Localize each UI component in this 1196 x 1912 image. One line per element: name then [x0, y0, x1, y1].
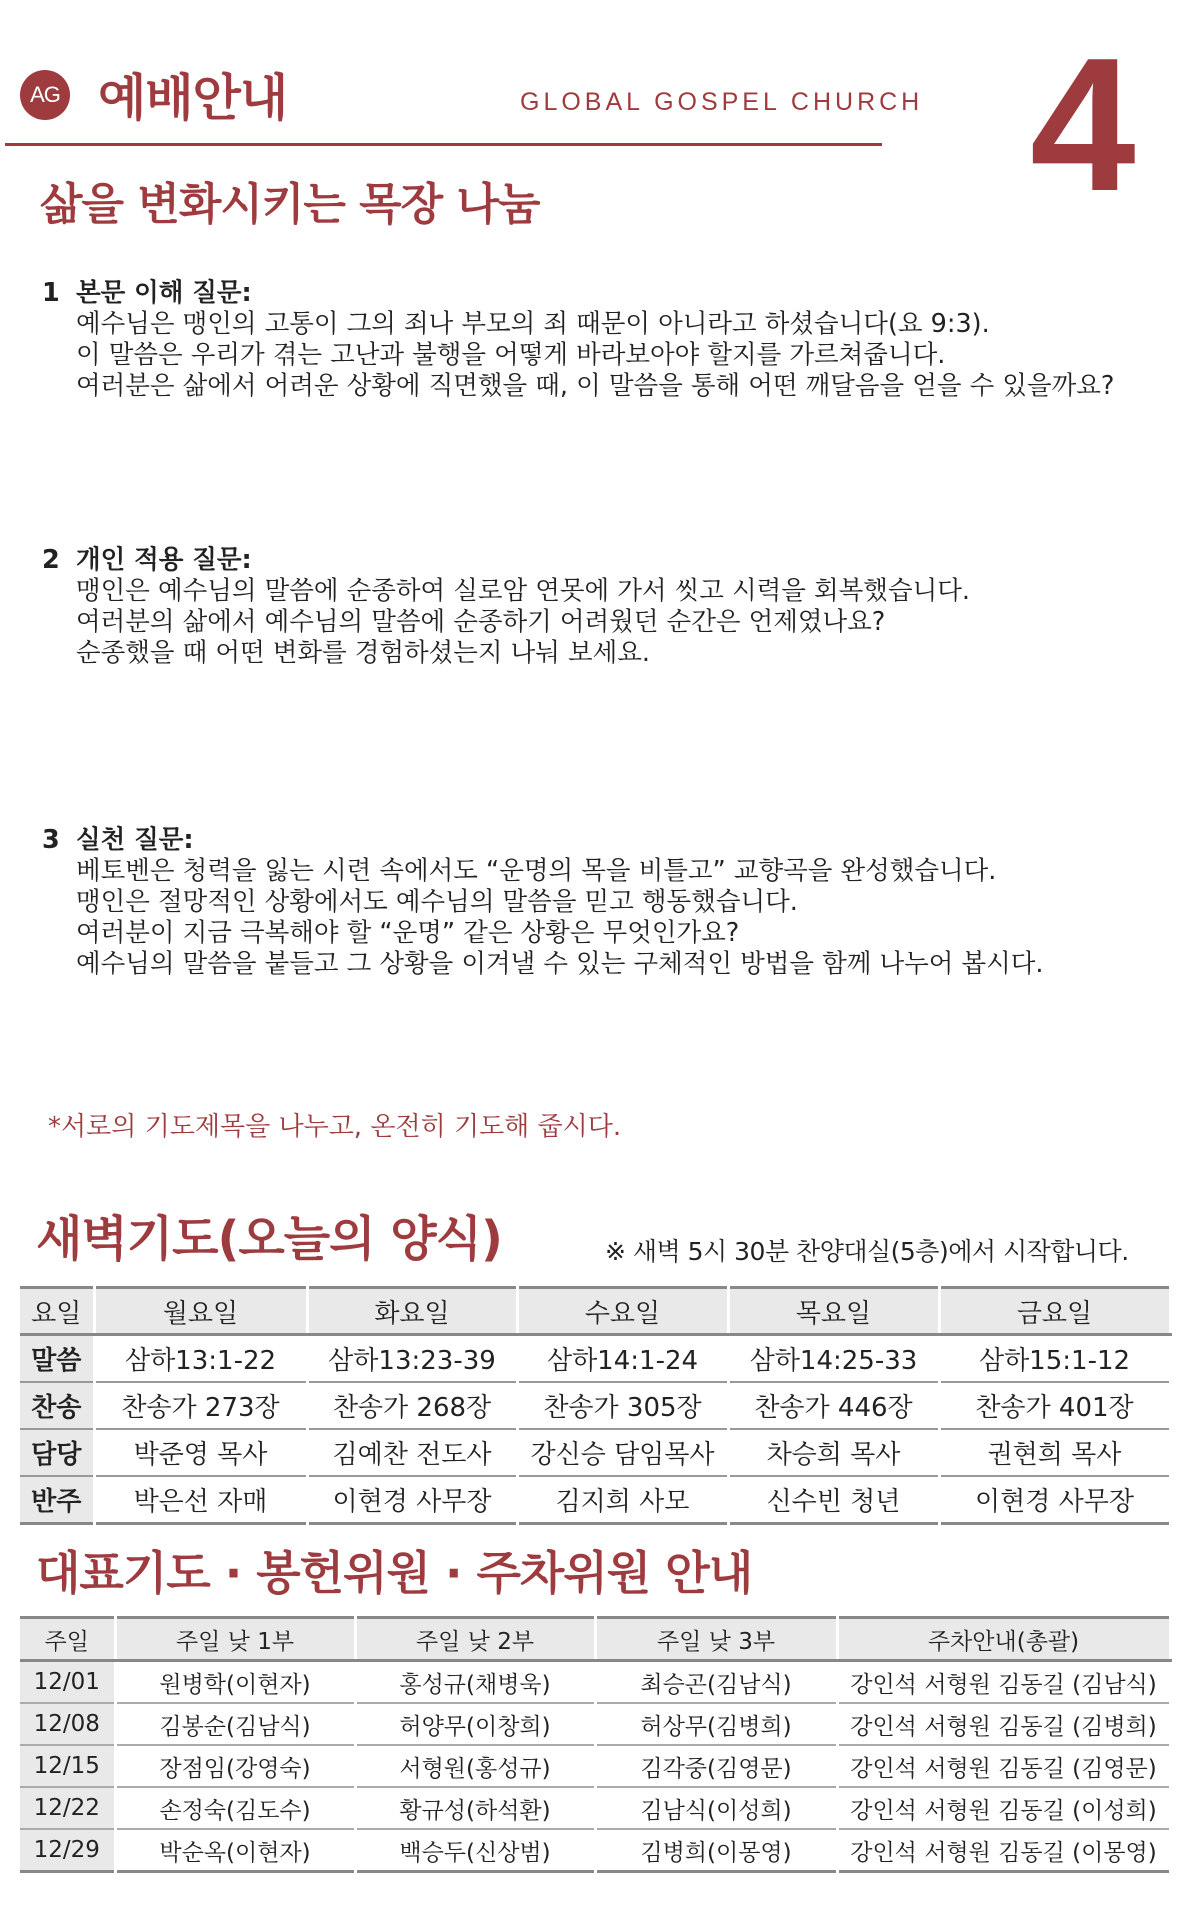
header-divider [5, 143, 882, 146]
table-header-cell: 주일 낮 1부 [115, 1618, 355, 1661]
question-line: 여러분이 지금 극복해야 할 “운명” 같은 상황은 무엇인가요? [76, 918, 740, 948]
question-3 [42, 825, 1162, 980]
table-header-cell: 요일 [20, 1288, 94, 1335]
table-row [20, 1476, 1170, 1524]
table-cell: 김남식(이성희) [595, 1787, 837, 1829]
table-cell: 강신승 담임목사 [517, 1429, 728, 1476]
table-cell: 찬송가 446장 [728, 1382, 939, 1429]
table-row [20, 1661, 1170, 1704]
table-cell: 손정숙(김도수) [115, 1787, 355, 1829]
table-header-row [20, 1288, 1170, 1335]
table-header-row [20, 1618, 1170, 1661]
table-cell: 삼하13:1-22 [94, 1335, 307, 1383]
table-cell: 허양무(이창희) [355, 1703, 595, 1745]
page-title: 예배안내 [98, 69, 288, 127]
table-row [20, 1745, 1170, 1787]
table-cell: 황규성(하석환) [355, 1787, 595, 1829]
question-line: 여러분은 삶에서 어려운 상황에 직면했을 때, 이 말씀을 통해 어떤 깨달음을 얻을 수 있을까요? [76, 371, 1115, 401]
question-2 [42, 545, 1162, 669]
table-cell: 강인석 서형원 김동길 (김병희) [837, 1703, 1170, 1745]
table-cell: 찬송가 401장 [939, 1382, 1170, 1429]
table-cell: 서형원(홍성규) [355, 1745, 595, 1787]
table-row [20, 1787, 1170, 1829]
question-line: 순종했을 때 어떤 변화를 경험하셨는지 나눠 보세요. [76, 638, 651, 668]
dawn-prayer-title: 새벽기도(오늘의 양식) [36, 1211, 502, 1267]
section-title: 삶을 변화시키는 목장 나눔 [40, 179, 540, 230]
table-cell: 박준영 목사 [94, 1429, 307, 1476]
table-header-cell: 목요일 [728, 1288, 939, 1335]
question-line: 예수님은 맹인의 고통이 그의 죄나 부모의 죄 때문이 아니라고 하셨습니다(요 9:3). [76, 309, 990, 339]
table-cell: 김병희(이몽영) [595, 1829, 837, 1872]
table-cell: 강인석 서형원 김동길 (김영문) [837, 1745, 1170, 1787]
table-row [20, 1703, 1170, 1745]
table-cell: 강인석 서형원 김동길 (김남식) [837, 1661, 1170, 1704]
table-cell: 이현경 사무장 [939, 1476, 1170, 1524]
roles-title: 대표기도 · 봉헌위원 · 주차위원 안내 [36, 1546, 753, 1600]
table-header-cell: 월요일 [94, 1288, 307, 1335]
question-title: 본문 이해 질문: [76, 278, 252, 308]
question-number: 2 [42, 545, 60, 575]
table-row [20, 1382, 1170, 1429]
table-header-cell: 주일 낮 3부 [595, 1618, 837, 1661]
row-date: 12/15 [20, 1745, 115, 1787]
table-cell: 찬송가 305장 [517, 1382, 728, 1429]
table-cell: 강인석 서형원 김동길 (이성희) [837, 1787, 1170, 1829]
table-cell: 이현경 사무장 [307, 1476, 517, 1524]
church-logo: AG [20, 70, 70, 120]
row-date: 12/08 [20, 1703, 115, 1745]
table-cell: 찬송가 268장 [307, 1382, 517, 1429]
table-cell: 삼하14:1-24 [517, 1335, 728, 1383]
table-cell: 김지희 사모 [517, 1476, 728, 1524]
table-header-cell: 금요일 [939, 1288, 1170, 1335]
table-cell: 홍성규(채병욱) [355, 1661, 595, 1704]
dawn-prayer-table [20, 1286, 1172, 1525]
table-cell: 장점임(강영숙) [115, 1745, 355, 1787]
question-number: 1 [42, 278, 60, 308]
roles-table [20, 1616, 1172, 1873]
dawn-prayer-note: ※ 새벽 5시 30분 찬양대실(5층)에서 시작합니다. [605, 1237, 1129, 1266]
row-date: 12/29 [20, 1829, 115, 1872]
question-1 [42, 278, 1162, 402]
table-cell: 백승두(신상범) [355, 1829, 595, 1872]
table-cell: 삼하15:1-12 [939, 1335, 1170, 1383]
table-cell: 허상무(김병희) [595, 1703, 837, 1745]
question-line: 여러분의 삶에서 예수님의 말씀에 순종하기 어려웠던 순간은 언제였나요? [76, 607, 886, 637]
table-cell: 신수빈 청년 [728, 1476, 939, 1524]
table-cell: 김예찬 전도사 [307, 1429, 517, 1476]
row-label: 담당 [20, 1429, 94, 1476]
table-cell: 강인석 서형원 김동길 (이몽영) [837, 1829, 1170, 1872]
table-cell: 박순옥(이현자) [115, 1829, 355, 1872]
row-date: 12/01 [20, 1661, 115, 1704]
row-label: 찬송 [20, 1382, 94, 1429]
table-header-cell: 화요일 [307, 1288, 517, 1335]
table-header-cell: 주일 [20, 1618, 115, 1661]
table-cell: 권현희 목사 [939, 1429, 1170, 1476]
table-cell: 최승곤(김남식) [595, 1661, 837, 1704]
table-row [20, 1429, 1170, 1476]
table-cell: 박은선 자매 [94, 1476, 307, 1524]
prayer-note: *서로의 기도제목을 나누고, 온전히 기도해 줍시다. [48, 1112, 622, 1142]
table-cell: 김봉순(김남식) [115, 1703, 355, 1745]
church-name: GLOBAL GOSPEL CHURCH [520, 88, 924, 116]
row-label: 반주 [20, 1476, 94, 1524]
table-cell: 김각중(김영문) [595, 1745, 837, 1787]
question-line: 맹인은 예수님의 말씀에 순종하여 실로암 연못에 가서 씻고 시력을 회복했습니다. [76, 576, 970, 606]
question-line: 이 말씀은 우리가 겪는 고난과 불행을 어떻게 바라보아야 할지를 가르쳐줍니다. [76, 340, 946, 370]
table-cell: 삼하13:23-39 [307, 1335, 517, 1383]
table-row [20, 1335, 1170, 1383]
row-date: 12/22 [20, 1787, 115, 1829]
table-header-cell: 주차안내(총괄) [837, 1618, 1170, 1661]
page-number: 4 [1030, 19, 1136, 231]
row-label: 말씀 [20, 1335, 94, 1383]
question-line: 베토벤은 청력을 잃는 시련 속에서도 “운명의 목을 비틀고” 교향곡을 완성했습니다. [76, 856, 997, 886]
question-title: 개인 적용 질문: [76, 545, 252, 575]
question-title: 실천 질문: [76, 825, 194, 855]
table-header-cell: 수요일 [517, 1288, 728, 1335]
question-number: 3 [42, 825, 60, 855]
question-line: 예수님의 말씀을 붙들고 그 상황을 이겨낼 수 있는 구체적인 방법을 함께 나누어 봅시다. [76, 949, 1044, 979]
table-cell: 찬송가 273장 [94, 1382, 307, 1429]
table-cell: 차승희 목사 [728, 1429, 939, 1476]
table-header-cell: 주일 낮 2부 [355, 1618, 595, 1661]
table-row [20, 1829, 1170, 1872]
table-cell: 삼하14:25-33 [728, 1335, 939, 1383]
question-line: 맹인은 절망적인 상황에서도 예수님의 말씀을 믿고 행동했습니다. [76, 887, 798, 917]
table-cell: 원병학(이현자) [115, 1661, 355, 1704]
